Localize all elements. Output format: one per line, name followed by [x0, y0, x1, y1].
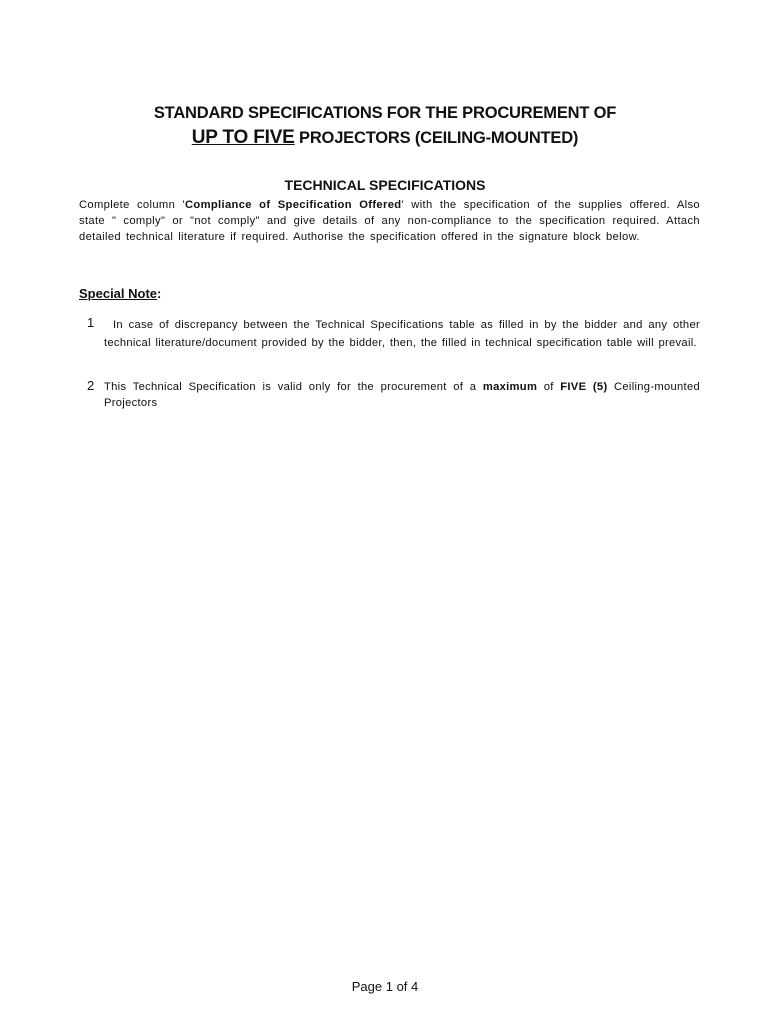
note-bold-maximum: maximum [482, 381, 538, 393]
section-heading: TECHNICAL SPECIFICATIONS [284, 177, 486, 193]
note-bold-quantity: FIVE (5) [560, 381, 608, 393]
title-emphasis: UP TO FIVE [191, 127, 295, 148]
note-text: In case of discrepancy between the Technical Specifications table as filled in by the bidder and any other technical literature/document provided by the bidder, then, the filled in technical specification table will prevail. [104, 319, 700, 349]
note-text-part: Ceiling-mounted Projectors [104, 381, 700, 409]
note-text-part: of [537, 381, 561, 393]
page-number-footer: Page 1 of 4 [351, 979, 419, 994]
document-title-line-1: STANDARD SPECIFICATIONS FOR THE PROCUREMENT OF [153, 104, 617, 122]
note-number: 2 [87, 378, 95, 393]
intro-paragraph [79, 197, 700, 245]
special-note-heading [79, 286, 161, 301]
intro-bold-column-name: Compliance of Specification Offered [184, 199, 402, 211]
title-rest: PROJECTORS (CEILING-MOUNTED) [294, 129, 579, 147]
intro-text-start: Complete column ' [79, 199, 185, 211]
intro-text-rest: ' with the specification of the supplies offered. Also state " comply" or "not comply" and give details of any non-compliance to the specification required. Attach detailed technical literature if required. Authorise the specification offered in the signature block below. [79, 199, 700, 243]
note-number: 1 [87, 315, 95, 330]
note-text-part: This Technical Specification is valid only for the procurement of a [104, 381, 483, 393]
special-note-label: Special Note [79, 286, 158, 301]
document-title-line-2 [0, 127, 770, 149]
special-note-colon: : [157, 286, 162, 301]
note-text [104, 379, 700, 411]
